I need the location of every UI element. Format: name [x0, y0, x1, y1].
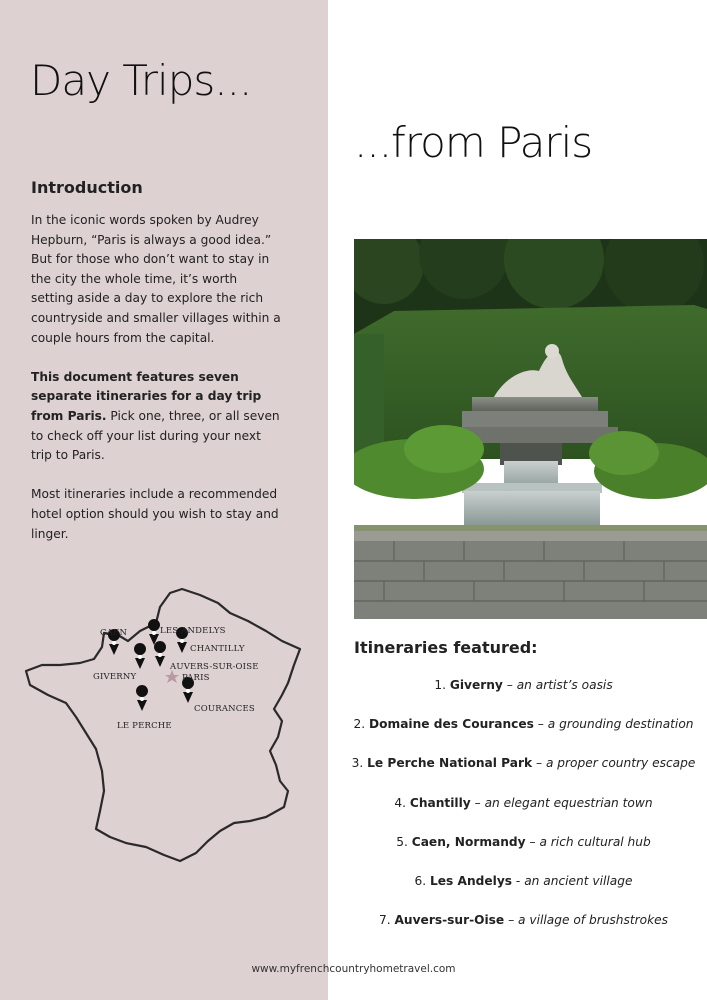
label-paris: PARIS [182, 673, 210, 683]
label-giverny: GIVERNY [93, 672, 137, 682]
label-caen: CAEN [100, 628, 128, 638]
itinerary-item-5: 5. Caen, Normandy – a rich cultural hub [396, 835, 651, 849]
itinerary-item-6: 6. Les Andelys - an ancient village [414, 874, 633, 888]
itinerary-item-2: 2. Domaine des Courances – a grounding destination [353, 717, 694, 731]
title-from-paris: ...from Paris [354, 118, 593, 167]
map-pin-giverny [134, 643, 146, 669]
intro-paragraph-2 [31, 368, 281, 466]
label-courances: COURANCES [194, 704, 255, 714]
map-pin-le-perche [136, 685, 148, 711]
intro-paragraph-2-bold: This document features seven separate itineraries for a day trip from Paris. [31, 369, 262, 423]
itinerary-item-4: 4. Chantilly – an elegant equestrian town [394, 796, 653, 810]
label-chantilly: CHANTILLY [190, 644, 245, 654]
france-map [20, 585, 310, 870]
map-pin-auvers [154, 641, 166, 667]
introduction-text [31, 211, 281, 564]
intro-paragraph-3: Most itineraries include a recommended hotel option should you wish to stay and linger. [31, 487, 279, 541]
intro-paragraph-1: In the iconic words spoken by Audrey Hepburn, “Paris is always a good idea.” But for those who don’t want to stay in the city the whole time, it’s worth setting aside a day to explore the rich countryside and smaller villages within a couple hours from the capital. [31, 213, 281, 345]
introduction-heading: Introduction [31, 178, 143, 197]
label-les-andelys: LES ANDELYS [160, 626, 226, 636]
label-auvers: AUVERS-SUR-OISE [170, 662, 259, 672]
footer-url[interactable]: www.myfrenchcountryhometravel.com [251, 963, 456, 975]
label-le-perche: LE PERCHE [117, 721, 172, 731]
map-pin-les-andelys [148, 619, 160, 645]
garden-fountain-photo [354, 239, 707, 619]
title-day-trips: Day Trips... [30, 56, 252, 105]
itinerary-item-7: 7. Auvers-sur-Oise – a village of brushstrokes [378, 913, 669, 927]
intro-paragraph-2-rest: Pick one, three, or all seven to check off your list during your next trip to Paris. [31, 408, 280, 463]
itinerary-item-3: 3. Le Perche National Park – a proper country escape [351, 756, 696, 770]
itinerary-item-1: 1. Giverny – an artist’s oasis [434, 678, 613, 692]
itineraries-heading: Itineraries featured: [354, 638, 538, 657]
